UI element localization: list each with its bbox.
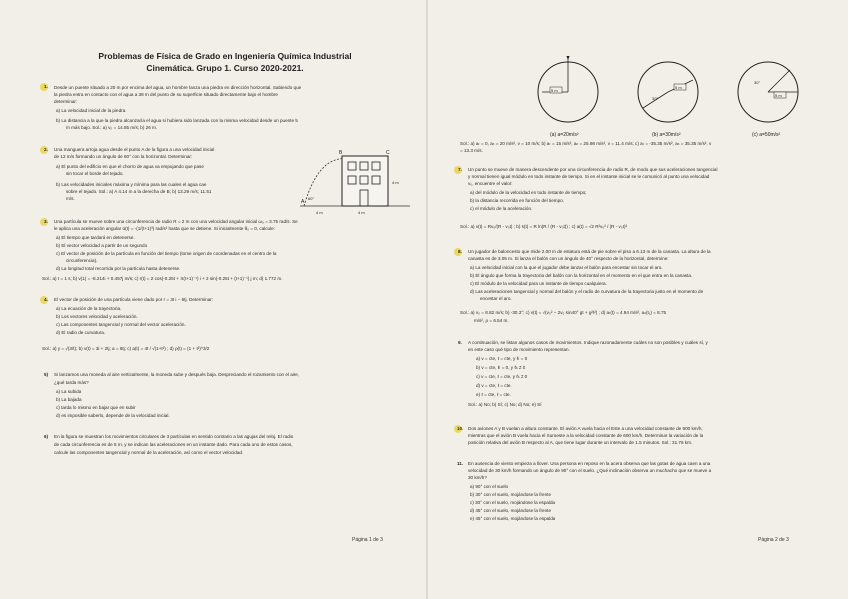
problem-4-item-b: b) Los vectores velocidad y aceleración.	[56, 314, 138, 319]
problem-2-solution: m/s.	[66, 196, 75, 201]
page-2	[428, 0, 848, 599]
problem-3-item-d: d) La longitud total recorrida por la partícula hasta detenerse.	[56, 266, 181, 271]
caption-c: (c) a=50m/s²	[752, 132, 781, 138]
problem-6-solution: = 13.3 m/s.	[460, 148, 483, 153]
problem-11-text: velocidad de 30 km/h formando un ángulo de 90° con el suelo. ¿Qué inclinación observa un muchacho que se mueve a	[468, 468, 712, 473]
problem-8-solution: Sol.: a) v₀ = 8.82 m/s; b) -30.3°; c) v(t) = √(v₀² − 2v₀ sin40° gt + g²t²) ; d) aₜ(t) = 4.94 m/s², aₙ(t₁) = 8.75	[460, 310, 667, 315]
angle-label: 30°	[652, 96, 659, 101]
problem-3-number: 3.	[44, 219, 48, 224]
problem-8-item-b: b) El ángulo que forma la trayectoria del balón con la horizontal en el momento en el que entra en la canasta.	[470, 273, 693, 278]
problem-1-solution: m más bajo. Sol.: a) v₀ = 14.85 m/s; b) 26 m.	[66, 125, 158, 130]
problem-10-text: posición relativa del avión B respecto al A, que tiene lugar durante un intervalo de 1.5 minutos. Sol.: 31.76 km.	[468, 440, 693, 445]
problem-5-option-a: a) La subida	[56, 389, 82, 394]
building-figure	[300, 140, 412, 218]
problem-4-text: El vector de posición de una partícula viene dado por r = 3t i − 6tj. Determinar:	[54, 297, 214, 302]
problem-1-text: Desde un puente situado a 20 m por encima del agua, un hombre lanza una piedra en dirección horizontal. Sabiendo que	[54, 85, 302, 90]
problem-4-item-d: d) El radio de curvatura.	[56, 330, 106, 335]
problem-9-solution: Sol.: a) No; b) Sí; c) No; d) No; e) Sí	[468, 402, 542, 407]
problem-8-solution: m/s², ρ = 6.54 m.	[474, 318, 509, 323]
problem-9-text: en este caso qué tipo de movimiento representan.	[468, 347, 570, 352]
problem-5-option-c: c) tarda lo mismo en bajar que en subir	[56, 405, 136, 410]
problem-9-case-d: d) v = cte, ℓ = cte.	[476, 383, 512, 388]
radius-label: 5 m	[551, 88, 558, 93]
problem-1-item-a: a) La velocidad inicial de la piedra.	[56, 108, 127, 113]
problem-7-item-c: c) el módulo de la aceleración.	[470, 206, 533, 211]
problem-6-text: de cada circunferencia es de 5 m, y se indican las aceleraciones en un instante dado. Para cada uno de estos casos,	[54, 442, 293, 447]
problem-4-item-c: c) Las componentes tangencial y normal del vector aceleración.	[56, 322, 186, 327]
problem-2-item-a: a) El punto del edificio en que el chorro de agua va empujando que pase	[56, 164, 204, 169]
problem-7-text: y normal tienen igual módulo en todo instante de tiempo. Si en el instante inicial se le comunicó al punto una velocidad	[468, 174, 710, 179]
caption-a: (a) a=20m/s²	[550, 132, 579, 138]
problem-2-number: 2.	[44, 147, 48, 152]
problem-6-text: calcule las componentes tangencial y normal de la aceleración, así como el vector velocidad.	[54, 450, 244, 455]
problem-4-number: 4.	[44, 297, 48, 302]
problem-11-text: En ausencia de viento empieza a llover. Una persona en reposo en la acera observa que las gotas de agua caen a una	[468, 461, 711, 466]
problem-2-item-b: b) Las velocidades iniciales máxima y mínima para las cuales el agua cae	[56, 182, 207, 187]
problem-11-number: 11.	[457, 461, 464, 466]
angle-label: 30°	[754, 80, 761, 85]
problem-11-option-e: e) 45° con el suelo, mojándose la espalda	[470, 516, 556, 521]
problem-5-number: 5)	[44, 372, 49, 377]
caption-b: (b) a=30m/s²	[652, 132, 681, 138]
problem-9-case-b: b) v = cte, ℓ̂ₜ = 0, y ℓ̂ₙ ≠ 0	[476, 365, 526, 370]
problem-7-solution: Sol.: a) v(t) = Rv₀/(R - v₀t) ; b) s(t) = R ln(R / (R - v₀t)) ; c) a(t) = √2 R²v₀² / (R - v₀t)²	[460, 224, 628, 229]
problem-8-text: canasta es de 3.05 m. Si lanza el balón con un ángulo de 40° respecto de la horizontal, determine:	[468, 256, 669, 261]
problem-9-text: A continuación, se listan algunos casos de movimientos. Indique razonadamente cuáles no son posibles y cuáles sí, y	[468, 340, 708, 345]
problem-7-text: v₀, encuentre el valor:	[468, 181, 513, 186]
problem-9-case-a: a) v = cte, ℓ = cte, y ℓ̂ₜ = 0	[476, 356, 528, 361]
problem-10-number: 10.	[457, 426, 464, 431]
problem-2-solution: sobre el tejado. Sol.: a) A 4.14 m a la derecha de B; b) 13.29 m/s; 11.51	[66, 189, 212, 194]
problem-3-solution: Sol.: a) t = 1 s; b) v(1) = -8.214i + 0.457j m/s; c) r(t) = 2 cos(-0.25t + π(t+1)⁻¹) i + 2 sin(-0.25t + (t+1)⁻¹) j m; d) 1.772 m.	[42, 276, 283, 281]
problem-1-text: la piedra entra en contacto con el agua a 38 m del punto de su superficie situado directamente bajo el hombre	[54, 92, 278, 97]
dimension-label: 4 m	[392, 180, 399, 185]
problem-7-item-a: a) del módulo de la velocidad en todo instante de tiempo;	[470, 190, 587, 195]
problem-7-number: 7.	[458, 167, 462, 172]
problem-9-case-c: c) v = cte, ℓ = cte, y ℓ̂ₙ ≠ 0	[476, 374, 528, 379]
problem-1-item-b: b) La distancia a la que la piedra alcanzaría el agua si hubiera sido lanzada con la misma velocidad desde un puente 5	[56, 118, 298, 123]
problem-2-item-a: sin tocar el borde del tejado.	[66, 171, 124, 176]
problem-10-text: Dos aviones A y B vuelan a altura constante. El avión A vuela hacia el Este a una velocidad constante de 900 km/h,	[468, 426, 703, 431]
problem-3-item-a: a) El tiempo que tardará en detenerse.	[56, 235, 135, 240]
problem-8-item-c: c) El módulo de la velocidad para un instante de tiempo cualquiera.	[470, 281, 607, 286]
problem-5-text: ¿qué tarda más?	[54, 380, 89, 385]
point-c-label: C	[386, 150, 390, 156]
problem-11-option-b: b) 30° con el suelo, mojándose la frente	[470, 492, 552, 497]
problem-11-option-a: a) 90° con el suelo	[470, 484, 509, 489]
problem-11-option-c: c) 30° con el suelo, mojándose la espalda	[470, 500, 556, 505]
problem-11-option-d: d) 45° con el suelo, mojándose la frente	[470, 508, 552, 513]
problem-8-item-a: a) La velocidad inicial con la que el jugador debe lanzar el balón para encestar sin tocar el aro.	[470, 265, 663, 270]
problem-11-text: 30 km/h?	[468, 475, 487, 480]
problem-6-solution: Sol.: a) aₜ = 0, aₙ = 20 m/s², v = 10 m/s; b) aₜ = 15 m/s², aₙ = 25.98 m/s², v = 11.4 m/s; c) aₜ = -35.35 m/s², aₙ = 35.35 m/s², v	[460, 141, 712, 146]
problem-6-number: 6)	[44, 434, 49, 439]
problem-1-text: determinar:	[54, 99, 78, 104]
problem-9-case-e: e) ℓ = cte, ℓ = cte.	[476, 392, 511, 397]
document-title: Problemas de Física de Grado en Ingeniería Química Industrial	[98, 51, 352, 61]
problem-6-text: En la figura se muestran los movimientos circulares de 3 partículas en sentido contrario a las agujas del reloj. El radio	[54, 434, 294, 439]
problem-8-item-d: d) Las aceleraciones tangencial y normal del balón y el radio de curvatura de la trayectoria justo en el momento de	[470, 289, 704, 294]
problem-10-text: mientras que el avión B vuela hacia el Suroeste a la velocidad constante de 600 km/h. Determinar la variación de la	[468, 433, 704, 438]
page-number: Página 1 de 3	[352, 537, 383, 543]
angle-label: 60°	[308, 196, 315, 201]
page-number: Página 2 de 3	[758, 537, 789, 543]
problem-3-text: Una partícula se mueve sobre una circunferencia de radio R = 2 m con una velocidad angular inicial ω₀ = 3.75 rad/s. Se	[54, 219, 298, 224]
problem-8-number: 8.	[458, 249, 462, 254]
radius-label: 5 m	[675, 85, 682, 90]
problem-3-item-c: c) El vector de posición de la partícula en función del tiempo (tome origen de coordenadas en el centro de la	[56, 251, 277, 256]
problem-2-text: de 12 m/s formando un ángulo de 60° con la horizontal. Determinar:	[54, 154, 193, 159]
radius-label: 5 m	[775, 93, 782, 98]
problem-4-solution: Sol.: a) y = √(3/t); b) v(t) = 3i + 2tj; a = 6tj; c) a(t) = 4t / √(1+t²) ; d) ρ(t) = (1 + t²)^3/2	[42, 346, 210, 351]
problem-8-text: Un jugador de baloncesto que mide 2.00 m de estatura está de pie sobre el piso a 6.13 m de la canasta. La altura de la	[468, 249, 711, 254]
point-b-label: B	[339, 150, 343, 156]
problem-9-number: 9.	[458, 340, 462, 345]
document-subtitle: Cinemática. Grupo 1. Curso 2020-2021.	[146, 63, 304, 73]
problem-3-item-c: circunferencia).	[66, 258, 98, 263]
problem-4-item-a: a) La ecuación de la trayectoria.	[56, 306, 122, 311]
problem-7-text: Un punto se mueve de manera descendente por una circunferencia de radio R, de modo que sus aceleraciones tangencial	[468, 167, 718, 172]
problem-2-text: Una manguera arroja agua desde el punto A de la figura a una velocidad inicial	[54, 147, 215, 152]
problem-7-item-b: b) la distancia recorrida en función del tiempo.	[470, 198, 564, 203]
point-a-label: A	[301, 199, 305, 205]
problem-3-text: le aplica una aceleración angular α(t) = -(1/(t+1)³) rad/s² hasta que se detiene. Si inicialmente θ₀ = 0, calcule:	[54, 226, 275, 231]
problem-5-option-b: b) La bajada	[56, 397, 82, 402]
dimension-label: 4 m	[358, 210, 365, 215]
problem-5-text: Si lanzamos una moneda al aire verticalmente, la moneda sube y después baja. Despreciando el rozamiento con el aire,	[54, 372, 300, 377]
problem-1-number: 1.	[44, 84, 48, 89]
problem-5-option-d: d) es imposible saberlo, depende de la velocidad inicial.	[56, 413, 170, 418]
problem-8-item-d: encestar el aro.	[480, 296, 512, 301]
circular-motion-figures	[528, 56, 828, 140]
problem-3-item-b: b) El vector velocidad a partir de un segundo	[56, 243, 148, 248]
dimension-label: 4 m	[316, 210, 323, 215]
